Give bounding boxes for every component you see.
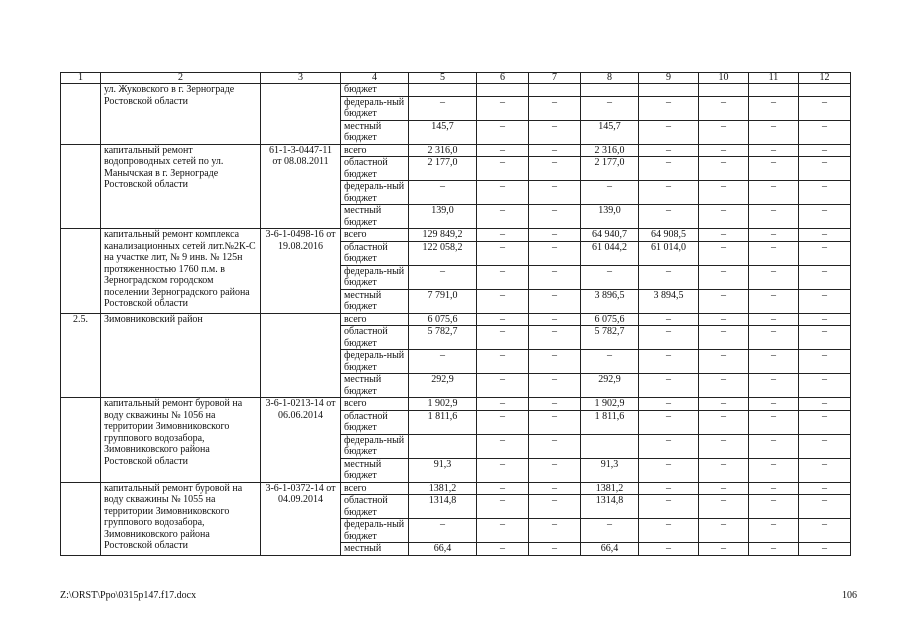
amount-cell: – bbox=[699, 289, 749, 313]
amount-cell: – bbox=[749, 350, 799, 374]
amount-cell: – bbox=[749, 519, 799, 543]
amount-cell: – bbox=[699, 482, 749, 495]
amount-cell: – bbox=[699, 205, 749, 229]
funding-source: всего bbox=[341, 482, 409, 495]
amount-cell: 292,9 bbox=[409, 374, 477, 398]
amount-cell: – bbox=[529, 350, 581, 374]
column-number-row bbox=[61, 73, 851, 84]
table-row bbox=[61, 398, 851, 411]
amount-cell: – bbox=[699, 157, 749, 181]
funding-source: областной бюджет bbox=[341, 495, 409, 519]
amount-cell: 1 811,6 bbox=[581, 410, 639, 434]
amount-cell: – bbox=[749, 144, 799, 157]
amount-cell: – bbox=[529, 374, 581, 398]
amount-cell: – bbox=[529, 205, 581, 229]
amount-cell: – bbox=[699, 96, 749, 120]
amount-cell: – bbox=[699, 410, 749, 434]
amount-cell: 6 075,6 bbox=[581, 313, 639, 326]
amount-cell bbox=[749, 84, 799, 97]
column-header: 12 bbox=[799, 73, 851, 84]
amount-cell: 91,3 bbox=[581, 458, 639, 482]
amount-cell: 1 902,9 bbox=[581, 398, 639, 411]
amount-cell: – bbox=[477, 458, 529, 482]
table-row bbox=[61, 84, 851, 97]
amount-cell: – bbox=[477, 265, 529, 289]
amount-cell: 122 058,2 bbox=[409, 241, 477, 265]
funding-source: местный бюджет bbox=[341, 458, 409, 482]
amount-cell: 3 894,5 bbox=[639, 289, 699, 313]
amount-cell: 2 177,0 bbox=[581, 157, 639, 181]
amount-cell: – bbox=[799, 374, 851, 398]
funding-source: всего bbox=[341, 229, 409, 242]
object-name: капитальный ремонт буровой на воду скважины № 1056 на территории Зимовниковского группового водозабора, Зимовниковского района Ростовской области bbox=[101, 398, 261, 483]
amount-cell: – bbox=[639, 144, 699, 157]
funding-source: местный бюджет bbox=[341, 374, 409, 398]
amount-cell: – bbox=[477, 241, 529, 265]
amount-cell: 7 791,0 bbox=[409, 289, 477, 313]
amount-cell: – bbox=[799, 410, 851, 434]
amount-cell: – bbox=[477, 313, 529, 326]
document-reference: 3-6-1-0372-14 от 04.09.2014 bbox=[261, 482, 341, 555]
amount-cell: – bbox=[749, 205, 799, 229]
amount-cell: 61 014,0 bbox=[639, 241, 699, 265]
amount-cell: – bbox=[799, 205, 851, 229]
amount-cell: – bbox=[799, 434, 851, 458]
amount-cell: 91,3 bbox=[409, 458, 477, 482]
amount-cell: – bbox=[749, 181, 799, 205]
amount-cell: – bbox=[639, 458, 699, 482]
amount-cell: – bbox=[529, 434, 581, 458]
amount-cell: – bbox=[639, 519, 699, 543]
amount-cell: – bbox=[639, 543, 699, 556]
amount-cell bbox=[477, 84, 529, 97]
amount-cell: – bbox=[529, 326, 581, 350]
amount-cell: – bbox=[529, 482, 581, 495]
amount-cell: – bbox=[799, 289, 851, 313]
amount-cell: 292,9 bbox=[581, 374, 639, 398]
footer-page-number: 106 bbox=[842, 590, 857, 601]
amount-cell: – bbox=[699, 241, 749, 265]
amount-cell: – bbox=[477, 543, 529, 556]
amount-cell: 139,0 bbox=[581, 205, 639, 229]
amount-cell: 1314,8 bbox=[581, 495, 639, 519]
amount-cell bbox=[581, 434, 639, 458]
amount-cell: – bbox=[699, 458, 749, 482]
amount-cell: – bbox=[529, 265, 581, 289]
amount-cell: – bbox=[749, 120, 799, 144]
funding-source: федераль-ный бюджет bbox=[341, 181, 409, 205]
amount-cell: – bbox=[799, 229, 851, 242]
amount-cell: – bbox=[639, 157, 699, 181]
amount-cell: – bbox=[639, 350, 699, 374]
amount-cell: – bbox=[699, 120, 749, 144]
object-name: Зимовниковский район bbox=[101, 313, 261, 398]
table-row bbox=[61, 229, 851, 242]
object-name: капитальный ремонт буровой на воду скважины № 1055 на территории Зимовниковского группового водозабора, Зимовниковского района Ростовской области bbox=[101, 482, 261, 555]
amount-cell: 66,4 bbox=[409, 543, 477, 556]
funding-source: бюджет bbox=[341, 84, 409, 97]
table-body bbox=[61, 73, 851, 556]
amount-cell bbox=[799, 84, 851, 97]
column-header: 1 bbox=[61, 73, 101, 84]
amount-cell: – bbox=[699, 374, 749, 398]
funding-source: федераль-ный бюджет bbox=[341, 96, 409, 120]
funding-source: областной бюджет bbox=[341, 326, 409, 350]
amount-cell: – bbox=[639, 265, 699, 289]
amount-cell: – bbox=[477, 229, 529, 242]
amount-cell: – bbox=[581, 96, 639, 120]
amount-cell: – bbox=[699, 326, 749, 350]
amount-cell: – bbox=[529, 229, 581, 242]
amount-cell: – bbox=[749, 482, 799, 495]
object-name: ул. Жуковского в г. Зернограде Ростовской области bbox=[101, 84, 261, 145]
funding-source: федераль-ный бюджет bbox=[341, 519, 409, 543]
amount-cell: – bbox=[799, 543, 851, 556]
amount-cell: – bbox=[749, 157, 799, 181]
amount-cell: 66,4 bbox=[581, 543, 639, 556]
amount-cell: – bbox=[639, 410, 699, 434]
document-reference: 3-6-1-0213-14 от 06.06.2014 bbox=[261, 398, 341, 483]
amount-cell: – bbox=[749, 543, 799, 556]
funding-source: всего bbox=[341, 313, 409, 326]
item-number bbox=[61, 144, 101, 229]
amount-cell: – bbox=[799, 181, 851, 205]
amount-cell: – bbox=[799, 519, 851, 543]
amount-cell bbox=[639, 84, 699, 97]
amount-cell: – bbox=[529, 543, 581, 556]
amount-cell bbox=[699, 84, 749, 97]
funding-source: местный бюджет bbox=[341, 289, 409, 313]
amount-cell: – bbox=[409, 181, 477, 205]
amount-cell: – bbox=[477, 519, 529, 543]
amount-cell: 1 902,9 bbox=[409, 398, 477, 411]
column-header: 3 bbox=[261, 73, 341, 84]
column-header: 7 bbox=[529, 73, 581, 84]
amount-cell: 5 782,7 bbox=[409, 326, 477, 350]
amount-cell: – bbox=[477, 205, 529, 229]
object-name: капитальный ремонт водопроводных сетей по ул. Манычская в г. Зернограде Ростовской области bbox=[101, 144, 261, 229]
column-header: 8 bbox=[581, 73, 639, 84]
amount-cell: – bbox=[529, 144, 581, 157]
amount-cell: – bbox=[799, 144, 851, 157]
amount-cell: – bbox=[409, 265, 477, 289]
amount-cell: – bbox=[749, 326, 799, 350]
document-reference: 61-1-3-0447-11 от 08.08.2011 bbox=[261, 144, 341, 229]
amount-cell: 6 075,6 bbox=[409, 313, 477, 326]
amount-cell: – bbox=[639, 326, 699, 350]
amount-cell: – bbox=[529, 120, 581, 144]
amount-cell bbox=[581, 84, 639, 97]
amount-cell: – bbox=[699, 350, 749, 374]
amount-cell: – bbox=[639, 434, 699, 458]
column-header: 10 bbox=[699, 73, 749, 84]
amount-cell bbox=[409, 434, 477, 458]
table-row bbox=[61, 313, 851, 326]
amount-cell: – bbox=[749, 458, 799, 482]
amount-cell: – bbox=[639, 96, 699, 120]
amount-cell: – bbox=[529, 410, 581, 434]
amount-cell: – bbox=[477, 495, 529, 519]
amount-cell: 61 044,2 bbox=[581, 241, 639, 265]
funding-source: областной бюджет bbox=[341, 410, 409, 434]
amount-cell: – bbox=[477, 434, 529, 458]
amount-cell: 2 316,0 bbox=[581, 144, 639, 157]
object-name: капитальный ремонт комплекса канализационных сетей лит.№2К-С на участке лит, № 9 инв. № 125н протяженностью 1760 п.м. в Зерноградском городском поселении Зерноградского района Ростовской области bbox=[101, 229, 261, 314]
amount-cell: 64 940,7 bbox=[581, 229, 639, 242]
amount-cell: – bbox=[529, 519, 581, 543]
amount-cell: – bbox=[529, 398, 581, 411]
footer-file-path: Z:\ORST\Ppo\0315p147.f17.docx bbox=[60, 590, 197, 601]
amount-cell: – bbox=[699, 543, 749, 556]
amount-cell: – bbox=[409, 519, 477, 543]
item-number bbox=[61, 482, 101, 555]
amount-cell: 139,0 bbox=[409, 205, 477, 229]
amount-cell: 2 177,0 bbox=[409, 157, 477, 181]
amount-cell: – bbox=[409, 350, 477, 374]
amount-cell: – bbox=[477, 398, 529, 411]
amount-cell: – bbox=[749, 398, 799, 411]
amount-cell: 1314,8 bbox=[409, 495, 477, 519]
amount-cell: – bbox=[477, 120, 529, 144]
amount-cell: – bbox=[799, 96, 851, 120]
amount-cell: – bbox=[699, 313, 749, 326]
amount-cell: – bbox=[581, 265, 639, 289]
amount-cell: – bbox=[699, 144, 749, 157]
column-header: 4 bbox=[341, 73, 409, 84]
column-header: 9 bbox=[639, 73, 699, 84]
amount-cell: – bbox=[799, 157, 851, 181]
amount-cell: – bbox=[639, 482, 699, 495]
document-reference bbox=[261, 84, 341, 145]
item-number bbox=[61, 398, 101, 483]
amount-cell: – bbox=[699, 229, 749, 242]
amount-cell: – bbox=[529, 241, 581, 265]
amount-cell bbox=[409, 84, 477, 97]
amount-cell: – bbox=[799, 326, 851, 350]
column-header: 11 bbox=[749, 73, 799, 84]
amount-cell: – bbox=[529, 458, 581, 482]
document-reference: 3-6-1-0498-16 от 19.08.2016 bbox=[261, 229, 341, 314]
amount-cell: – bbox=[639, 495, 699, 519]
amount-cell: – bbox=[799, 120, 851, 144]
budget-table bbox=[60, 72, 851, 556]
table-row bbox=[61, 482, 851, 495]
funding-source: областной бюджет bbox=[341, 157, 409, 181]
amount-cell: 129 849,2 bbox=[409, 229, 477, 242]
amount-cell: – bbox=[749, 96, 799, 120]
amount-cell: – bbox=[639, 205, 699, 229]
amount-cell: – bbox=[529, 495, 581, 519]
amount-cell: – bbox=[799, 313, 851, 326]
amount-cell: – bbox=[477, 410, 529, 434]
amount-cell: – bbox=[529, 181, 581, 205]
amount-cell: – bbox=[477, 374, 529, 398]
amount-cell: – bbox=[799, 482, 851, 495]
amount-cell: – bbox=[581, 519, 639, 543]
funding-source: федераль-ный бюджет bbox=[341, 434, 409, 458]
funding-source: федераль-ный бюджет bbox=[341, 350, 409, 374]
amount-cell: 5 782,7 bbox=[581, 326, 639, 350]
amount-cell: – bbox=[699, 434, 749, 458]
amount-cell: – bbox=[749, 374, 799, 398]
table-row bbox=[61, 144, 851, 157]
amount-cell: – bbox=[581, 350, 639, 374]
amount-cell: – bbox=[639, 313, 699, 326]
amount-cell: – bbox=[529, 96, 581, 120]
amount-cell: – bbox=[477, 326, 529, 350]
funding-source: областной бюджет bbox=[341, 241, 409, 265]
column-header: 5 bbox=[409, 73, 477, 84]
funding-source: местный бюджет bbox=[341, 205, 409, 229]
amount-cell bbox=[529, 84, 581, 97]
amount-cell: – bbox=[749, 313, 799, 326]
amount-cell: – bbox=[799, 265, 851, 289]
amount-cell: – bbox=[749, 410, 799, 434]
funding-source: местный бюджет bbox=[341, 120, 409, 144]
amount-cell: – bbox=[639, 120, 699, 144]
amount-cell: 1381,2 bbox=[581, 482, 639, 495]
item-number bbox=[61, 84, 101, 145]
item-number: 2.5. bbox=[61, 313, 101, 398]
amount-cell: – bbox=[477, 144, 529, 157]
amount-cell: – bbox=[639, 398, 699, 411]
amount-cell: – bbox=[799, 398, 851, 411]
funding-source: местный bbox=[341, 543, 409, 556]
amount-cell: – bbox=[799, 241, 851, 265]
amount-cell: 2 316,0 bbox=[409, 144, 477, 157]
amount-cell: – bbox=[529, 157, 581, 181]
amount-cell: – bbox=[799, 495, 851, 519]
amount-cell: – bbox=[749, 289, 799, 313]
amount-cell: – bbox=[799, 350, 851, 374]
amount-cell: – bbox=[749, 434, 799, 458]
amount-cell: – bbox=[749, 495, 799, 519]
amount-cell: – bbox=[477, 96, 529, 120]
amount-cell: – bbox=[699, 398, 749, 411]
amount-cell: 145,7 bbox=[581, 120, 639, 144]
funding-source: всего bbox=[341, 144, 409, 157]
amount-cell: – bbox=[799, 458, 851, 482]
amount-cell: – bbox=[477, 289, 529, 313]
amount-cell: – bbox=[699, 265, 749, 289]
amount-cell: – bbox=[477, 482, 529, 495]
amount-cell: – bbox=[477, 181, 529, 205]
funding-source: федераль-ный бюджет bbox=[341, 265, 409, 289]
amount-cell: 1 811,6 bbox=[409, 410, 477, 434]
funding-source: всего bbox=[341, 398, 409, 411]
document-reference bbox=[261, 313, 341, 398]
column-header: 6 bbox=[477, 73, 529, 84]
amount-cell: – bbox=[699, 495, 749, 519]
amount-cell: – bbox=[749, 241, 799, 265]
column-header: 2 bbox=[101, 73, 261, 84]
amount-cell: – bbox=[409, 96, 477, 120]
amount-cell: 145,7 bbox=[409, 120, 477, 144]
item-number bbox=[61, 229, 101, 314]
amount-cell: – bbox=[699, 519, 749, 543]
amount-cell: – bbox=[581, 181, 639, 205]
amount-cell: – bbox=[749, 265, 799, 289]
amount-cell: – bbox=[529, 313, 581, 326]
amount-cell: – bbox=[477, 350, 529, 374]
amount-cell: 1381,2 bbox=[409, 482, 477, 495]
amount-cell: 64 908,5 bbox=[639, 229, 699, 242]
amount-cell: – bbox=[639, 181, 699, 205]
amount-cell: 3 896,5 bbox=[581, 289, 639, 313]
amount-cell: – bbox=[477, 157, 529, 181]
amount-cell: – bbox=[639, 374, 699, 398]
amount-cell: – bbox=[529, 289, 581, 313]
amount-cell: – bbox=[749, 229, 799, 242]
amount-cell: – bbox=[699, 181, 749, 205]
